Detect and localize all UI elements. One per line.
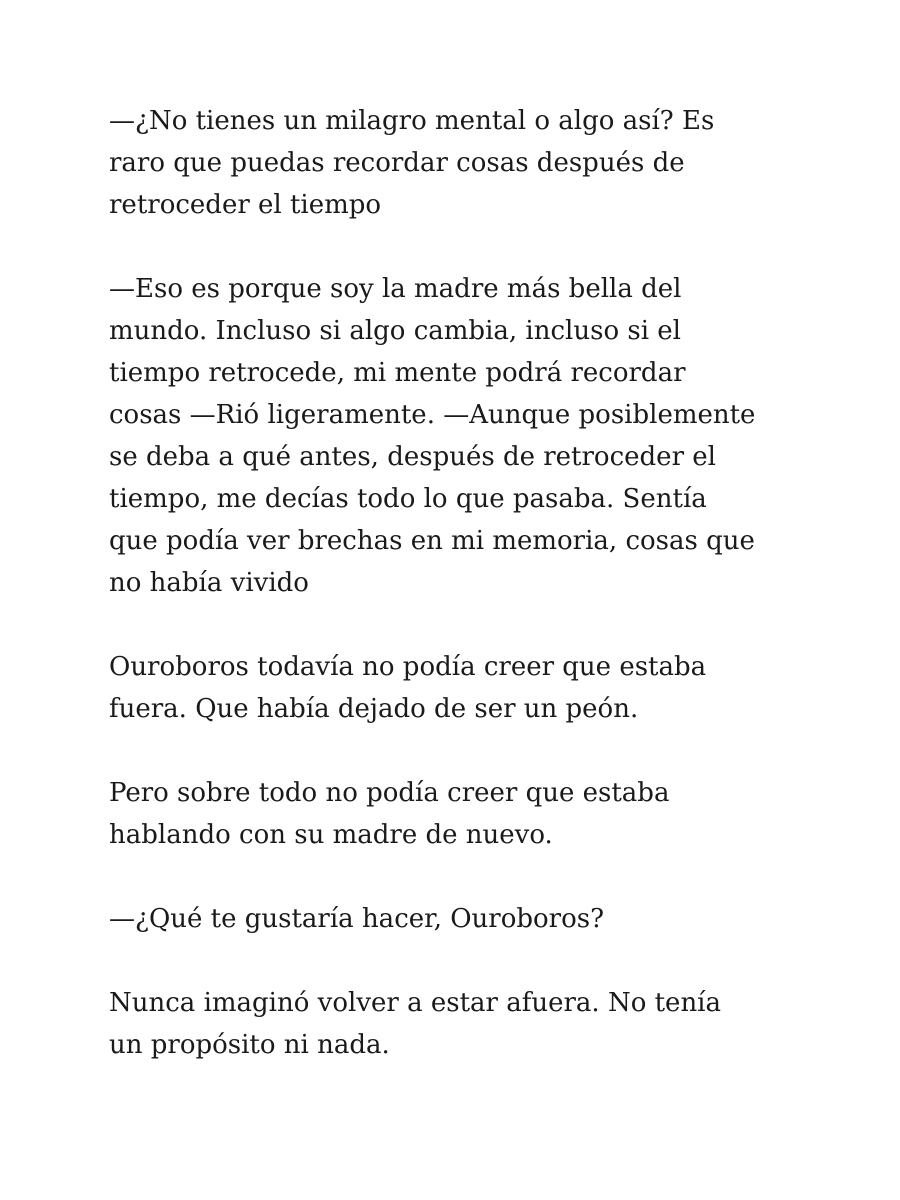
paragraph-narration-2 bbox=[109, 772, 809, 856]
text-line: hablando con su madre de nuevo. bbox=[109, 820, 553, 850]
paragraph-dialogue-2 bbox=[109, 268, 809, 604]
text-line: —Eso es porque soy la madre más bella del bbox=[109, 274, 682, 304]
text-line: raro que puedas recordar cosas después de bbox=[109, 148, 685, 178]
text-line: un propósito ni nada. bbox=[109, 1030, 390, 1060]
text-line: Ouroboros todavía no podía creer que estaba bbox=[109, 652, 707, 682]
paragraph-dialogue-1 bbox=[109, 100, 809, 226]
text-line: —¿Qué te gustaría hacer, Ouroboros? bbox=[109, 904, 605, 934]
text-line: fuera. Que había dejado de ser un peón. bbox=[109, 694, 639, 724]
text-line: retroceder el tiempo bbox=[109, 190, 382, 220]
paragraph-dialogue-3 bbox=[109, 898, 809, 940]
text-line: —¿No tienes un milagro mental o algo así? Es bbox=[109, 106, 715, 136]
text-line: que podía ver brechas en mi memoria, cosas que bbox=[109, 526, 755, 556]
text-line: se deba a qué antes, después de retroceder el bbox=[109, 442, 716, 472]
paragraph-narration-1 bbox=[109, 646, 809, 730]
text-line: Nunca imaginó volver a estar afuera. No tenía bbox=[109, 988, 722, 1018]
text-line: cosas —Rió ligeramente. —Aunque posiblemente bbox=[109, 400, 756, 430]
text-line: tiempo, me decías todo lo que pasaba. Sentía bbox=[109, 484, 707, 514]
text-line: no había vivido bbox=[109, 568, 309, 598]
document-page bbox=[109, 100, 809, 1108]
text-line: tiempo retrocede, mi mente podrá recordar bbox=[109, 358, 686, 388]
text-line: mundo. Incluso si algo cambia, incluso si el bbox=[109, 316, 681, 346]
paragraph-narration-3 bbox=[109, 982, 809, 1066]
text-line: Pero sobre todo no podía creer que estaba bbox=[109, 778, 670, 808]
